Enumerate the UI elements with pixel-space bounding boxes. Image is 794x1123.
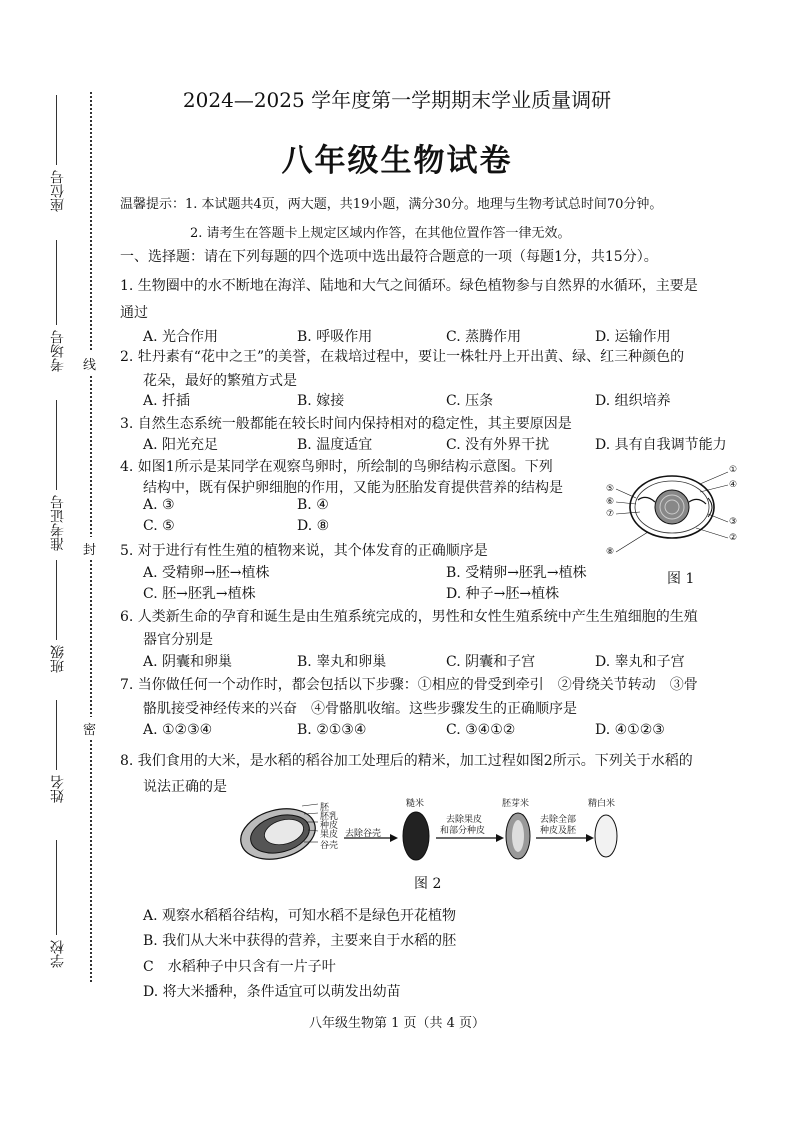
class-blank[interactable] — [56, 560, 57, 640]
q4-option-c[interactable]: C. ⑤ — [143, 518, 175, 534]
q5-option-d[interactable]: D. 种子→胚→植株 — [446, 586, 560, 602]
exam-subject-title: 八年级生物试卷 — [281, 143, 513, 179]
figure-1-caption: 图 1 — [667, 571, 695, 587]
fig2-step-1: 去除谷壳 — [345, 829, 382, 839]
q7-option-a[interactable]: A. ①②③④ — [143, 722, 213, 738]
q3-option-b[interactable]: B. 温度适宜 — [297, 437, 373, 453]
fig1-label-1: ① — [729, 465, 738, 475]
school-blank[interactable] — [56, 840, 57, 935]
fig1-label-2: ② — [729, 533, 738, 543]
name-label: 姓名 — [50, 775, 66, 803]
q2-stem-2: 花朵，最好的繁殖方式是 — [143, 373, 297, 389]
q8-stem-2: 说法正确的是 — [143, 779, 227, 795]
q4-option-d[interactable]: D. ⑧ — [297, 518, 330, 534]
seat-label: 座位号 — [50, 170, 66, 212]
dense-mark: 密 — [83, 717, 96, 740]
q8-option-a[interactable]: A. 观察水稻稻谷结构，可知水稻不是绿色开花植物 — [143, 908, 457, 924]
line-mark: 线 — [83, 352, 96, 375]
q2-option-d[interactable]: D. 组织培养 — [595, 393, 671, 409]
school-label: 学校 — [50, 940, 66, 968]
q4-stem-2: 结构中，既有保护卵细胞的作用，又能为胚胎发育提供营养的结构是 — [143, 480, 563, 496]
q7-stem-1: 7. 当你做任何一个动作时，都会包括以下步骤：①相应的骨受到牵引 ②骨绕关节转动 ③骨 — [120, 677, 698, 693]
page-footer: 八年级生物第 1 页（共 4 页） — [308, 1016, 486, 1031]
q4-stem-1: 4. 如图1所示是某同学在观察鸟卵时，所绘制的鸟卵结构示意图。下列 — [120, 459, 553, 475]
q8-option-d[interactable]: D. 将大米播种，条件适宜可以萌发出幼苗 — [143, 984, 401, 1000]
q3-stem-1: 3. 自然生态系统一般都能在较长时间内保持相对的稳定性，其主要原因是 — [120, 416, 572, 432]
chalaza-left — [638, 497, 655, 502]
fig2-step-2b: 和部分种皮 — [440, 826, 486, 836]
q1-option-a[interactable]: A. 光合作用 — [143, 329, 219, 345]
fig2-part-embryo: 胚 — [320, 803, 330, 813]
chalaza-right — [689, 499, 706, 504]
fig1-label-8: ⑧ — [606, 547, 615, 557]
q5-option-b[interactable]: B. 受精卵→胚乳→植株 — [446, 565, 587, 581]
room-blank[interactable] — [56, 240, 57, 325]
section-1-heading: 一、选择题：请在下列每题的四个选项中选出最符合题意的一项（每题1分，共15分）。 — [120, 249, 658, 265]
q4-option-b[interactable]: B. ④ — [297, 497, 329, 513]
q3-option-c[interactable]: C. 没有外界干扰 — [446, 437, 550, 453]
q2-option-b[interactable]: B. 嫁接 — [297, 393, 345, 409]
notice-line-2: 2. 请考生在答题卡上规定区域内作答，在其他位置作答一律无效。 — [190, 226, 571, 241]
fig2-part-endosperm: 胚乳 — [320, 812, 339, 822]
q5-stem-1: 5. 对于进行有性生殖的植物来说，其个体发育的正确顺序是 — [120, 543, 488, 559]
q2-stem-1: 2. 牡丹素有“花中之王”的美誉，在栽培过程中，要让一株牡丹上开出黄、绿、红三种颜色的 — [120, 349, 685, 365]
q6-stem-1: 6. 人类新生命的孕育和诞生是由生殖系统完成的，男性和女性生殖系统中产生生殖细胞的生殖 — [120, 609, 698, 625]
figure-1-egg-diagram — [600, 462, 750, 560]
q1-stem-2: 通过 — [120, 305, 148, 321]
q1-option-d[interactable]: D. 运输作用 — [595, 329, 671, 345]
fig2-step-3a: 去除全部 — [540, 815, 577, 825]
q6-stem-2: 器官分别是 — [143, 632, 213, 648]
fig2-white-rice-label: 精白米 — [588, 799, 616, 809]
q6-option-d[interactable]: D. 睾丸和子宫 — [595, 654, 685, 670]
fig1-label-7: ⑦ — [606, 509, 615, 519]
q8-stem-1: 8. 我们食用的大米，是水稻的稻谷加工处理后的精米，加工过程如图2所示。下列关于水稻的 — [120, 753, 693, 769]
ticket-blank[interactable] — [56, 400, 57, 490]
class-label: 班级 — [50, 645, 66, 673]
q8-option-b[interactable]: B. 我们从大米中获得的营养，主要来自于水稻的胚 — [143, 933, 457, 949]
fig2-germ-rice-label: 胚芽米 — [502, 799, 530, 809]
q7-option-c[interactable]: C. ③④①② — [446, 722, 516, 738]
q1-option-c[interactable]: C. 蒸腾作用 — [446, 329, 522, 345]
q7-option-d[interactable]: D. ④①②③ — [595, 722, 665, 738]
q1-option-b[interactable]: B. 呼吸作用 — [297, 329, 373, 345]
q6-option-b[interactable]: B. 睾丸和卵巢 — [297, 654, 387, 670]
q3-option-a[interactable]: A. 阳光充足 — [143, 437, 219, 453]
exam-session-title: 2024—2025 学年度第一学期期末学业质量调研 — [182, 88, 612, 112]
q7-option-b[interactable]: B. ②①③④ — [297, 722, 367, 738]
q7-stem-2: 骼肌接受神经传来的兴奋 ④骨骼肌收缩。这些步骤发生的正确顺序是 — [143, 701, 577, 717]
fig2-part-seed-coat: 种皮 — [320, 821, 339, 831]
fig2-part-husk: 谷壳 — [320, 841, 339, 851]
fig1-label-5: ⑤ — [606, 484, 615, 494]
name-blank[interactable] — [56, 700, 57, 770]
fig1-label-6: ⑥ — [606, 497, 615, 507]
q5-option-a[interactable]: A. 受精卵→胚→植株 — [143, 565, 270, 581]
ticket-label: 准考证号 — [50, 495, 66, 551]
fig1-label-3: ③ — [729, 517, 738, 527]
white-rice — [595, 815, 617, 857]
q8-option-c[interactable]: C 水稻种子中只含有一片子叶 — [143, 959, 336, 975]
q5-option-c[interactable]: C. 胚→胚乳→植株 — [143, 586, 256, 602]
q4-option-a[interactable]: A. ③ — [143, 497, 175, 513]
q6-option-a[interactable]: A. 阴囊和卵巢 — [143, 654, 233, 670]
fig2-step-2a: 去除果皮 — [446, 815, 483, 825]
q2-option-c[interactable]: C. 压条 — [446, 393, 494, 409]
q2-option-a[interactable]: A. 扦插 — [143, 393, 191, 409]
fig2-step-3b: 种皮及胚 — [540, 826, 577, 836]
rice-grain-whole — [240, 801, 321, 867]
brown-rice — [403, 812, 429, 860]
q6-option-c[interactable]: C. 阴囊和子宫 — [446, 654, 536, 670]
figure-2-caption: 图 2 — [414, 876, 442, 892]
q1-stem-1: 1. 生物圈中的水不断地在海洋、陆地和大气之间循环。绿色植物参与自然界的水循环，主要是 — [120, 278, 698, 294]
fig1-label-4: ④ — [729, 480, 738, 490]
fig2-brown-rice-label: 糙米 — [406, 799, 425, 809]
notice-line-1: 温馨提示：1. 本试题共4页，两大题，共19小题，满分30分。地理与生物考试总时间70分钟。 — [120, 197, 663, 212]
fig2-part-pericarp: 果皮 — [320, 830, 339, 840]
room-label: 考场号 — [50, 330, 66, 372]
q3-option-d[interactable]: D. 具有自我调节能力 — [595, 437, 727, 453]
seal-mark: 封 — [83, 537, 96, 560]
